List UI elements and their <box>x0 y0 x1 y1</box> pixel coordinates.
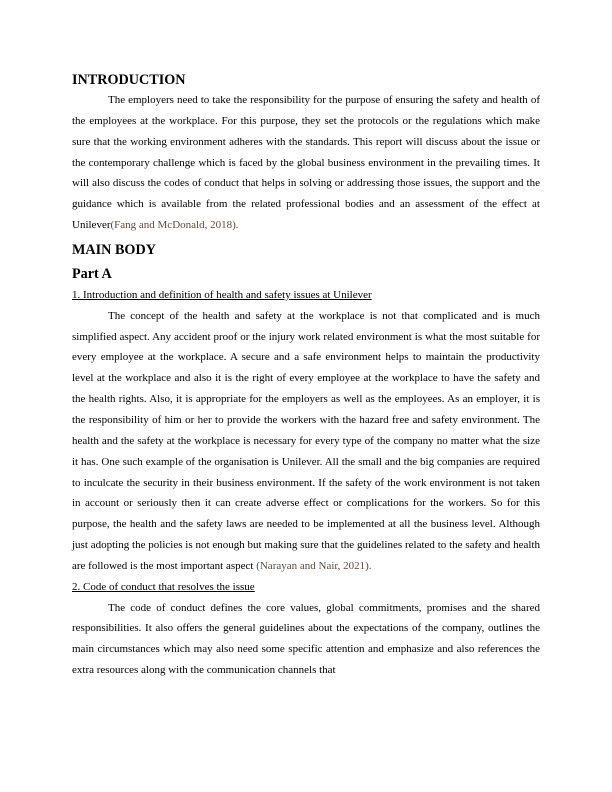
introduction-heading: INTRODUCTION <box>72 72 186 88</box>
section-1-title <box>72 285 540 306</box>
introduction-citation: (Fang and McDonald, 2018). <box>110 219 239 232</box>
section-2-title <box>72 577 540 598</box>
introduction-paragraph <box>72 90 540 236</box>
section-1-citation: (Narayan and Nair, 2021). <box>256 559 372 572</box>
section-1-paragraph <box>72 306 540 577</box>
section-2-paragraph <box>72 598 540 681</box>
section-2-title-text: 2. Code of conduct that resolves the issue <box>72 580 255 593</box>
document-page <box>72 70 540 681</box>
section-1-text: The concept of the health and safety at the workplace is not that complicated and is much simplified aspect. Any accident proof or the injury work related environment is what the most suitable for every employee at the workplace. A secure and a safe environment helps to maintain the productivity level at the workplace and also it is the right of every employee at the workplace to have the safety and the health rights. Also, it is appropriate for the employers as well as the employees. As an employer, it is the responsibility of him or her to provide the workers with the hazard free and safety environment. The health and the safety at the workplace is necessary for every type of the company no matter what the size it has. One such example of the organisation is Unilever. All the small and the big companies are required to inculcate the security in their business environment. If the safety of the work environment is not taken in account or seriously then it can create adverse effect or complications for the workers. So for this purpose, the health and the safety laws are needed to be implemented at all the business level. Although just adopting the policies is not enough but making sure that the guidelines related to the safety and health are followed is the most important aspect <box>72 309 540 572</box>
section-2-text: The code of conduct defines the core values, global commitments, promises and the shared responsibilities. It also offers the general guidelines about the expectations of the company, outlines the main circumstances which may also need some specific attention and emphasize and also references the extra resources along with the communication channels that <box>72 601 540 677</box>
section-1-title-text: 1. Introduction and definition of health and safety issues at Unilever <box>72 288 372 301</box>
part-a-heading: Part A <box>72 265 112 282</box>
introduction-text: The employers need to take the responsibility for the purpose of ensuring the safety and health of the employees at the workplace. For this purpose, they set the protocols or the regulations which make sure that the working environment adheres with the standards. This report will discuss about the issue or the contemporary challenge which is faced by the global business environment in the prevailing times. It will also discuss the codes of conduct that helps in solving or addressing those issues, the support and the guidance which is available from the related professional bodies and an assessment of the effect at Unilever <box>72 94 540 232</box>
main-body-heading: MAIN BODY <box>72 241 156 258</box>
